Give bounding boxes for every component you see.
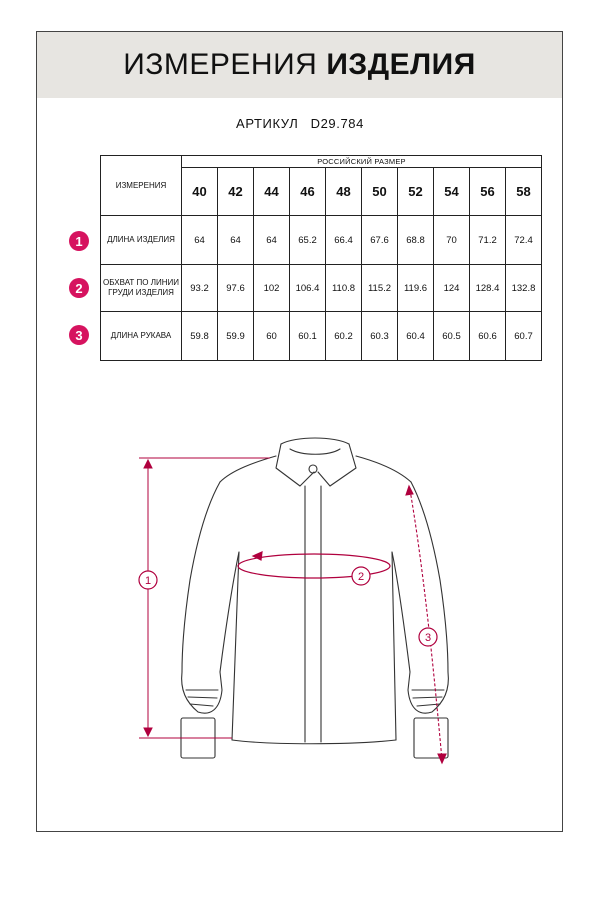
table-cell: 132.8 <box>506 265 542 312</box>
table-cell: 64 <box>254 216 290 265</box>
collar-back-edge <box>281 438 349 444</box>
size-cell: 48 <box>326 168 362 216</box>
table-cell: 124 <box>434 265 470 312</box>
row-label: ДЛИНА ИЗДЕЛИЯ <box>101 216 182 265</box>
table-cell: 115.2 <box>362 265 398 312</box>
collar-button-icon <box>309 465 317 473</box>
marker-length: 1 <box>144 575 152 587</box>
right-body-side <box>392 552 396 740</box>
table-cell: 68.8 <box>398 216 434 265</box>
table-cell: 67.6 <box>362 216 398 265</box>
table-cell: 70 <box>434 216 470 265</box>
row-label: ОБХВАТ ПО ЛИНИИ ГРУДИ ИЗДЕЛИЯ <box>101 265 182 312</box>
russian-size-header: РОССИЙСКИЙ РАЗМЕР <box>182 156 542 168</box>
table-cell: 60.3 <box>362 312 398 361</box>
table-cell: 59.8 <box>182 312 218 361</box>
table-cell: 110.8 <box>326 265 362 312</box>
table-cell: 60 <box>254 312 290 361</box>
table-cell: 72.4 <box>506 216 542 265</box>
table-cell: 66.4 <box>326 216 362 265</box>
right-cuff <box>414 718 448 758</box>
size-cell: 58 <box>506 168 542 216</box>
size-cell: 50 <box>362 168 398 216</box>
table-cell: 119.6 <box>398 265 434 312</box>
table-cell: 60.7 <box>506 312 542 361</box>
table-cell: 97.6 <box>218 265 254 312</box>
title-light: ИЗМЕРЕНИЯ <box>123 48 318 81</box>
size-cell: 56 <box>470 168 506 216</box>
size-cell: 42 <box>218 168 254 216</box>
size-cell: 40 <box>182 168 218 216</box>
row-label: ДЛИНА РУКАВА <box>101 312 182 361</box>
table-cell: 60.1 <box>290 312 326 361</box>
table-cell: 102 <box>254 265 290 312</box>
table-cell: 71.2 <box>470 216 506 265</box>
hem <box>232 740 396 744</box>
table-cell: 60.6 <box>470 312 506 361</box>
arrowhead-icon <box>144 460 152 468</box>
table-cell: 59.9 <box>218 312 254 361</box>
row-number-badge: 3 <box>69 325 89 345</box>
button-placket <box>305 486 321 742</box>
table-cell: 64 <box>218 216 254 265</box>
article-code: D29.784 <box>310 116 364 131</box>
measure-header: ИЗМЕРЕНИЯ <box>101 156 182 216</box>
left-sleeve-outer <box>182 482 220 672</box>
arrowhead-icon <box>406 486 413 495</box>
right-shoulder <box>356 456 411 482</box>
table-cell: 60.2 <box>326 312 362 361</box>
table-cell: 60.4 <box>398 312 434 361</box>
marker-chest: 2 <box>357 571 365 583</box>
size-cell: 46 <box>290 168 326 216</box>
title-bold: ИЗДЕЛИЯ <box>326 48 476 81</box>
table-cell: 93.2 <box>182 265 218 312</box>
article-label: АРТИКУЛ <box>236 116 299 131</box>
row-number-badge: 1 <box>69 231 89 251</box>
table-cell: 65.2 <box>290 216 326 265</box>
arrowhead-icon <box>144 728 152 736</box>
size-cell: 52 <box>398 168 434 216</box>
size-cell: 44 <box>254 168 290 216</box>
size-cell: 54 <box>434 168 470 216</box>
table-cell: 128.4 <box>470 265 506 312</box>
table-cell: 64 <box>182 216 218 265</box>
left-shoulder <box>220 456 276 482</box>
table-cell: 60.5 <box>434 312 470 361</box>
collar-left-point <box>276 444 314 486</box>
table-cell: 106.4 <box>290 265 326 312</box>
row-number-badge: 2 <box>69 278 89 298</box>
left-sleeve-inner <box>220 552 239 672</box>
marker-sleeve: 3 <box>424 632 432 644</box>
